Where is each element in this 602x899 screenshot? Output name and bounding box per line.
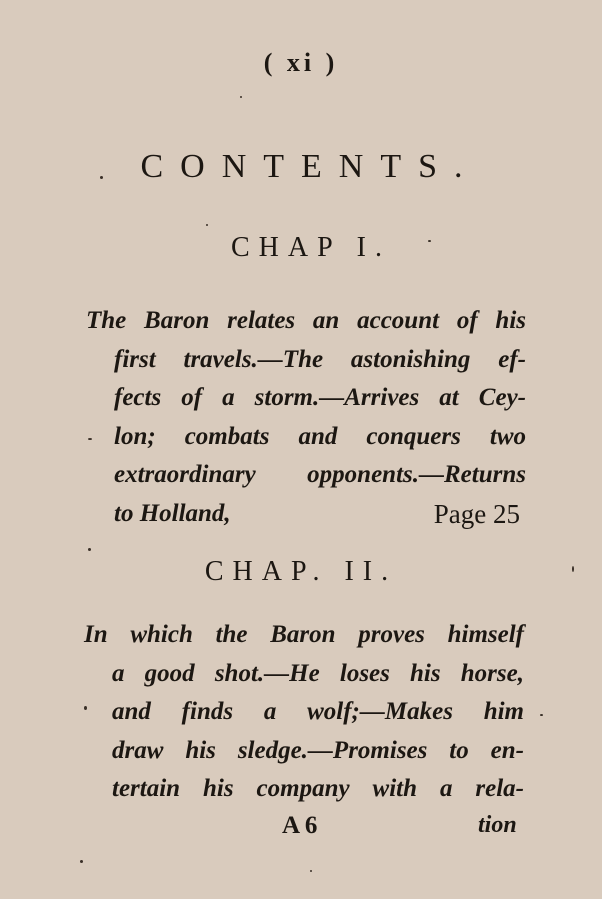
paper-speck [428,240,431,242]
paper-speck [84,706,87,710]
paper-speck [240,96,242,98]
summary-line: tertain his company with a rela- [112,775,524,802]
contents-title: CONTENTS. [140,148,480,185]
chapter-1-heading: CHAP I. [231,232,391,263]
summary-line: In which the Baron proves himself [84,621,524,648]
summary-line: first travels.—The astonishing ef- [114,345,526,373]
paper-speck [88,438,92,440]
summary-line: lon; combats and conquers two [114,422,526,450]
summary-line: a good shot.—He loses his horse, [112,659,524,687]
summary-line: and finds a wolf;—Makes him [112,698,524,725]
summary-line: draw his sledge.—Promises to en- [112,736,524,764]
catchword: tion [478,812,517,838]
chapter-2-heading: CHAP. II. [204,556,398,587]
summary-line: fects of a storm.—Arrives at Cey- [114,384,526,411]
paper-speck [310,870,312,872]
paper-speck [206,224,208,226]
signature-mark: A 6 [282,812,318,839]
paper-speck [540,714,543,716]
paper-speck [80,860,83,863]
summary-line: extraordinary opponents.—Returns [114,461,526,488]
paper-speck [572,566,574,572]
paper-speck [88,548,91,551]
page-number: ( xi ) [263,48,339,77]
catchline [0,808,602,848]
chapter-2-summary [84,616,524,809]
summary-last-line [86,495,526,534]
page-reference: Page 25 [433,498,520,529]
paper-speck [100,176,103,179]
summary-line: The Baron relates an account of his [86,307,526,334]
chapter-1-summary [86,302,526,533]
summary-line: to Holland, [114,499,231,527]
